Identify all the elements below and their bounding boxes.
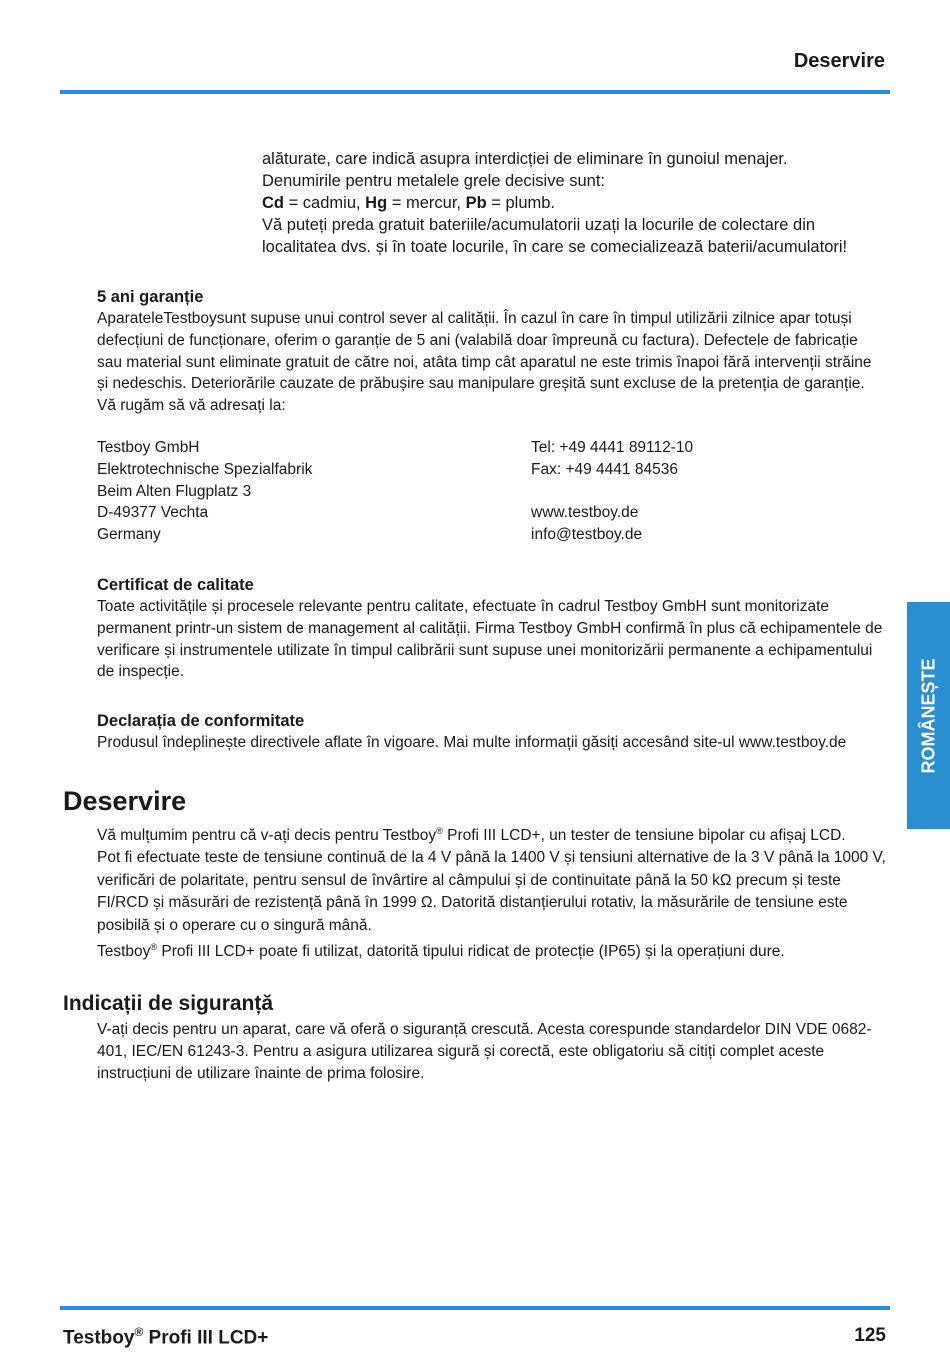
hg-symbol: Hg (365, 194, 388, 212)
operation-p1-after: Profi III LCD+, un tester de tensiune bipolar cu afișaj LCD. (442, 827, 846, 845)
city-address: D-49377 Vechta (97, 504, 209, 522)
website-link[interactable]: www.testboy.de (531, 504, 639, 522)
telephone: Tel: +49 4441 89112-10 (531, 439, 694, 456)
operation-p3-before: Testboy (97, 943, 151, 961)
street-address: Beim Alten Flugplatz 3 (97, 482, 252, 500)
cd-symbol: Cd (262, 194, 284, 212)
conformity-heading: Declarația de conformitate (97, 712, 305, 730)
address-column (97, 437, 312, 546)
operation-paragraph-2: Pot fi efectuate teste de tensiune continuă de la 4 V până la 1400 V și tensiuni alternative de la 3 V până la 1000 V, verificări de polaritate, pentru sensul de învârtire al câmpului și de continuitate până la 50 kΩ precum și teste FI/RCD și măsurări de rezistență până în 1999 Ω. Datorită distanțierului rotativ, la măsurările de tensiune este posibilă și o operare cu o singură mână. (97, 848, 886, 934)
quality-body: Toate activitățile și procesele relevante pentru calitate, efectuate în cadrul Testboy GmbH sunt monitorizate permanent printr-un sistem de management al calității. Firma Testboy GmbH confirmă în plus că echipamentele de verificare și instrumentele utilizate în timpul calibrării sunt supuse unei monitorizării permanente a echipamentului de inspecție. (97, 598, 883, 681)
spacer (531, 481, 693, 503)
hg-text: = mercur, (387, 194, 466, 212)
country: Germany (97, 526, 161, 544)
footer-product: Profi III LCD+ (143, 1327, 269, 1349)
battery-disposal-text (262, 148, 882, 258)
operation-section (97, 821, 887, 963)
fax: Fax: +49 4441 84536 (531, 460, 678, 478)
safety-heading: Indicații de siguranță (63, 992, 274, 1015)
registered-mark: ® (150, 942, 158, 953)
heavy-metals-line (262, 192, 882, 214)
cd-text: = cadmiu, (284, 194, 366, 212)
pb-symbol: Pb (465, 194, 487, 212)
registered-mark: ® (436, 826, 443, 836)
conformity-body: Produsul îndeplinește directivele aflate în vigoare. Mai multe informații găsiți accesând site-ul www.testboy.de (97, 734, 847, 751)
footer-brand: Testboy (63, 1327, 135, 1349)
safety-section (97, 1019, 887, 1084)
quality-section (97, 574, 887, 683)
warranty-contact-prompt: Vă rugăm să vă adresați la: (97, 397, 286, 415)
pb-text: = plumb. (486, 194, 556, 212)
operation-p3-after: Profi III LCD+ poate fi utilizat, datorită tipului ridicat de protecție (IP65) și la operațiuni dure. (157, 943, 785, 961)
page-number: 125 (854, 1325, 886, 1346)
company-division: Elektrotechnische Spezialfabrik (97, 460, 313, 478)
warranty-body: AparateleTestboysunt supuse unui control sever al calității. În cazul în care în timpul utilizării zilnice apar totuși defecțiuni de funcționare, oferim o garanție de 5 ani (valabilă doar împreună cu factura). Defectele de fabricație sau material sunt eliminate gratuit de către noi, atâta timp cât aparatul ne este trimis înapoi fără intervenții străine și nedeschis. Deteriorările cauzate de prăbușire sau manipulare greșită sunt excluse de la pretenția de garanție. (97, 310, 872, 393)
contact-column (531, 437, 693, 546)
language-tab-label: ROMÂNEȘTE (918, 657, 938, 774)
footer-rule (60, 1306, 890, 1310)
footer-product-name (63, 1325, 268, 1349)
header-rule (60, 90, 890, 94)
disposal-line-1: alăturate, care indică asupra interdicției de eliminare în gunoiul menajer. (262, 150, 788, 168)
warranty-heading: 5 ani garanție (97, 288, 204, 306)
operation-paragraph-3 (97, 937, 887, 963)
operation-p1-before: Vă mulțumim pentru că v-ați decis pentru Testboy (97, 827, 437, 845)
quality-heading: Certificat de calitate (97, 576, 254, 594)
footer-registered-mark: ® (134, 1325, 144, 1339)
warranty-section (97, 286, 887, 417)
page-header-title: Deservire (793, 50, 885, 72)
language-tab (907, 602, 950, 829)
disposal-line-4: Vă puteți preda gratuit bateriile/acumulatorii uzați la locurile de colectare din localitatea dvs. și în toate locurile, în care se comecializează baterii/acumulatori! (262, 216, 848, 256)
safety-body: V-ați decis pentru un aparat, care vă oferă o siguranță crescută. Acesta corespunde standardelor DIN VDE 0682-401, IEC/EN 61243-3. Pentru a asigura utilizarea sigură și corectă, este obligatoriu să citiți complet aceste instrucțiuni de utilizare înainte de prima folosire. (97, 1021, 872, 1082)
disposal-line-2: Denumirile pentru metalele grele decisive sunt: (262, 172, 606, 190)
conformity-section (97, 710, 887, 754)
operation-paragraph-1 (97, 821, 887, 847)
operation-heading: Deservire (63, 786, 187, 816)
email-link[interactable]: info@testboy.de (531, 526, 643, 544)
company-name: Testboy GmbH (97, 439, 200, 456)
